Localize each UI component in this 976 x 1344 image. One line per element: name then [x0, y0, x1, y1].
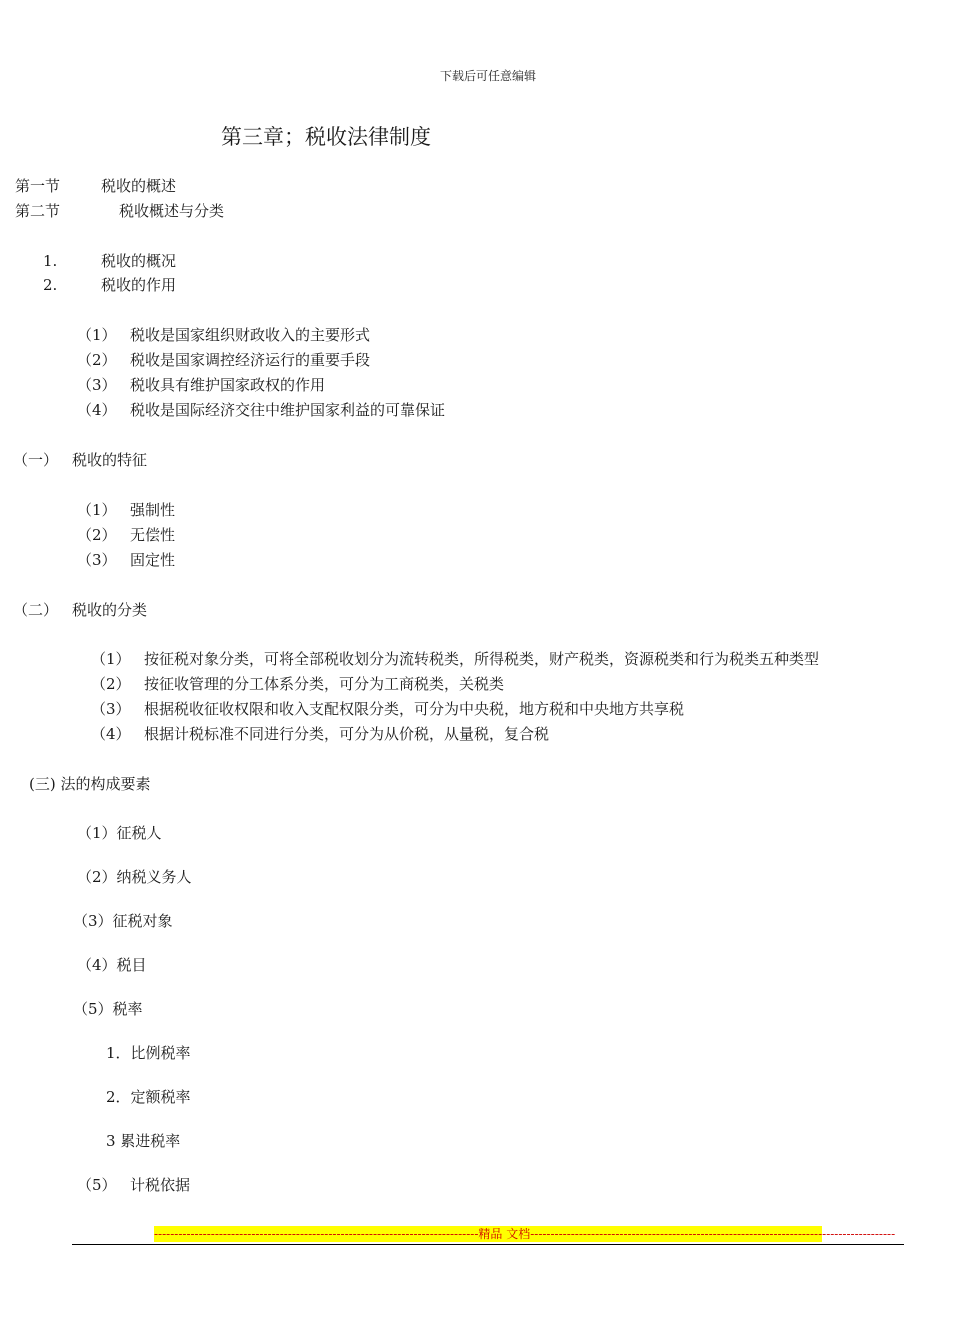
list-text: 税收是国家组织财政收入的主要形式 [130, 326, 371, 344]
topic-item [43, 275, 176, 295]
feature-item [77, 525, 175, 545]
topic-number: 1. [43, 252, 58, 270]
footer-banner [154, 1226, 896, 1242]
class-item [91, 674, 504, 694]
feature-item [77, 550, 175, 570]
footer-dashes-left: -------------------------------------------------------------------------------- [154, 1227, 479, 1241]
list-text: 计税依据 [130, 1176, 191, 1194]
list-text: 强制性 [130, 501, 176, 519]
topic-text: 税收的概况 [101, 252, 177, 270]
topic-number: 2. [43, 276, 58, 294]
list-number: （2） [77, 351, 117, 369]
element-item: （3）征税对象 [73, 912, 173, 930]
element-item: （4）税目 [77, 956, 147, 974]
role-item [77, 325, 370, 345]
list-text: 税收具有维护国家政权的作用 [130, 376, 326, 394]
list-text: 税收是国家调控经济运行的重要手段 [130, 351, 371, 369]
list-number: （1） [77, 326, 117, 344]
role-item [77, 400, 445, 420]
list-text: 税收是国际经济交往中维护国家利益的可靠保证 [130, 401, 446, 419]
part-heading-2 [13, 600, 147, 620]
basis-item [77, 1175, 190, 1195]
topic-item [43, 251, 176, 271]
element-item: （2）纳税义务人 [77, 868, 192, 886]
section-text: 税收的概述 [101, 177, 177, 195]
list-text: 按征税对象分类，可将全部税收划分为流转税类，所得税类，财产税类，资源税类和行为税类五种类型 [144, 650, 820, 668]
header-note: 下载后可任意编辑 [439, 69, 536, 83]
part-text: 税收的分类 [72, 601, 148, 619]
part-number: （一） [13, 451, 59, 469]
section-text: 税收概述与分类 [119, 202, 225, 220]
list-number: （3） [77, 376, 117, 394]
list-text: 根据计税标准不同进行分类，可分为从价税，从量税，复合税 [144, 725, 550, 743]
part-heading-1 [13, 450, 147, 470]
list-number: （1） [91, 650, 131, 668]
footer-dashes-right: ------------------------------------------------------------------------------------------ [530, 1227, 896, 1241]
role-item [77, 350, 370, 370]
element-item: （5）税率 [73, 1000, 143, 1018]
list-text: 根据税收征收权限和收入支配权限分类，可分为中央税，地方税和中央地方共享税 [144, 700, 685, 718]
rate-item: 3 累进税率 [106, 1132, 181, 1150]
part-number: （二） [13, 601, 59, 619]
list-text: 按征收管理的分工体系分类，可分为工商税类，关税类 [144, 675, 505, 693]
section-label: 第二节 [15, 202, 61, 220]
feature-item [77, 500, 175, 520]
list-number: （4） [91, 725, 131, 743]
list-number: （4） [77, 401, 117, 419]
footer-label: 精品 文档 [478, 1227, 531, 1241]
list-number: （3） [91, 700, 131, 718]
list-text: 固定性 [130, 551, 176, 569]
list-number: （2） [77, 526, 117, 544]
list-text: 无偿性 [130, 526, 176, 544]
part-heading-3: (三) 法的构成要素 [29, 775, 151, 793]
class-item [91, 724, 549, 744]
topic-text: 税收的作用 [101, 276, 177, 294]
list-number: （5） [77, 1176, 117, 1194]
rate-item: 2．定额税率 [106, 1088, 191, 1106]
part-text: 税收的特征 [72, 451, 148, 469]
section-label: 第一节 [15, 177, 61, 195]
section-1 [15, 176, 176, 196]
section-2 [15, 201, 224, 221]
class-item [91, 649, 819, 669]
list-number: （3） [77, 551, 117, 569]
footer-rule [72, 1244, 904, 1245]
role-item [77, 375, 325, 395]
element-item: （1）征税人 [77, 824, 162, 842]
rate-item: 1．比例税率 [106, 1044, 191, 1062]
page-title: 第三章；税收法律制度 [221, 125, 431, 149]
list-number: （1） [77, 501, 117, 519]
class-item [91, 699, 684, 719]
list-number: （2） [91, 675, 131, 693]
